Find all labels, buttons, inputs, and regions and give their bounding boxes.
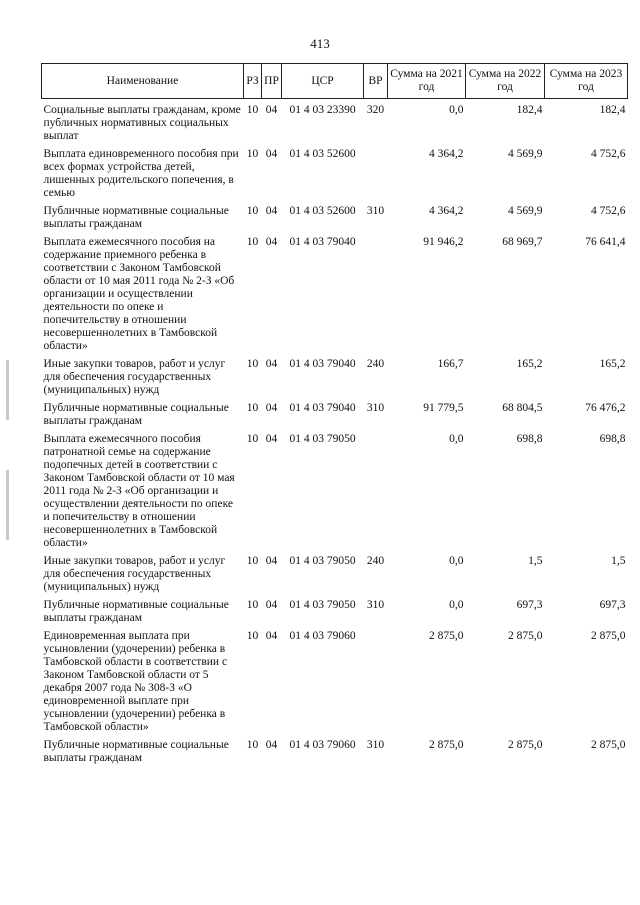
cell-sum-2022: 1,5 (528, 555, 543, 567)
table-row (42, 555, 628, 594)
cell-vr (364, 148, 388, 200)
cell-sum-2021: 2 875,0 (429, 739, 464, 751)
cell-csr: 01 4 03 79050 (289, 433, 356, 445)
cell-sum-2022: 4 569,9 (508, 205, 543, 217)
cell-vr (364, 433, 388, 550)
cell-sum-2023: 2 875,0 (591, 739, 626, 751)
cell-sum-2023: 2 875,0 (591, 630, 626, 642)
cell-sum-2021: 2 875,0 (429, 630, 464, 642)
cell-rz: 10 (246, 236, 259, 248)
cell-sum-2022: 698,8 (516, 433, 543, 445)
cell-sum-2022: 68 969,7 (502, 236, 543, 248)
header-sum-2021: Сумма на 2021 год (388, 64, 466, 99)
cell-rz: 10 (246, 630, 259, 642)
cell-sum-2022: 4 569,9 (508, 148, 543, 160)
table-row (42, 205, 628, 231)
cell-name: Выплата единовременного пособия при всех формах устройства детей, лишенных родительского попечения, в семью (43, 148, 239, 199)
cell-rz: 10 (246, 599, 259, 611)
cell-name: Публичные нормативные социальные выплаты гражданам (43, 402, 229, 427)
cell-name: Единовременная выплата при усыновлении (удочерении) ребенка в Тамбовской области в соответствии с Законом Тамбовской области от 5 декабря 2007 года № 308-З «О единовременной выплате при усыновлении (удочерении) ребенка в Тамбовской области» (43, 630, 228, 733)
cell-rz: 10 (246, 148, 259, 160)
cell-name: Публичные нормативные социальные выплаты гражданам (43, 599, 229, 624)
cell-sum-2022: 2 875,0 (508, 630, 543, 642)
cell-pr: 04 (265, 599, 278, 611)
cell-pr: 04 (265, 236, 278, 248)
cell-pr: 04 (265, 555, 278, 567)
cell-vr: 310 (366, 599, 385, 611)
row-spacer (42, 765, 628, 770)
cell-csr: 01 4 03 79040 (289, 358, 356, 370)
cell-vr: 310 (366, 739, 385, 751)
table-header-row (42, 64, 628, 99)
cell-csr: 01 4 03 79060 (289, 739, 356, 751)
table-row (42, 630, 628, 734)
cell-sum-2021: 91 779,5 (423, 402, 464, 414)
cell-csr: 01 4 03 52600 (289, 205, 356, 217)
cell-vr: 320 (366, 104, 385, 116)
scan-edge-mark (6, 470, 9, 540)
cell-sum-2023: 698,8 (599, 433, 626, 445)
cell-pr: 04 (265, 739, 278, 751)
cell-sum-2022: 697,3 (516, 599, 543, 611)
cell-sum-2023: 76 641,4 (585, 236, 626, 248)
cell-name: Публичные нормативные социальные выплаты гражданам (43, 739, 229, 764)
cell-sum-2021: 0,0 (449, 555, 464, 567)
cell-csr: 01 4 03 79050 (289, 599, 356, 611)
table-row (42, 148, 628, 200)
cell-sum-2021: 0,0 (449, 104, 464, 116)
cell-csr: 01 4 03 79040 (289, 236, 356, 248)
table-row (42, 358, 628, 397)
header-vr: ВР (364, 64, 388, 99)
cell-sum-2023: 4 752,6 (591, 148, 626, 160)
cell-pr: 04 (265, 402, 278, 414)
cell-sum-2023: 1,5 (611, 555, 626, 567)
cell-name: Публичные нормативные социальные выплаты гражданам (43, 205, 229, 230)
page-number: 413 (310, 36, 330, 51)
cell-csr: 01 4 03 23390 (289, 104, 356, 116)
cell-name: Выплата ежемесячного пособия на содержание приемного ребенка в соответствии с Законом Тамбовской области от 10 мая 2011 года № 2-З «Об организации и осуществлении деятельности по опеке и попечительству в отношении несовершеннолетних в Тамбовской области» (43, 236, 235, 352)
cell-sum-2023: 76 476,2 (585, 402, 626, 414)
cell-name: Социальные выплаты гражданам, кроме публичных нормативных социальных выплат (43, 104, 241, 142)
table-row (42, 402, 628, 428)
cell-vr (364, 630, 388, 734)
cell-pr: 04 (265, 630, 278, 642)
cell-sum-2023: 697,3 (599, 599, 626, 611)
table-row (42, 739, 628, 765)
cell-sum-2022: 165,2 (516, 358, 543, 370)
cell-name: Иные закупки товаров, работ и услуг для обеспечения государственных (муниципальных) нужд (43, 358, 226, 396)
spacer-cell (42, 765, 628, 770)
cell-csr: 01 4 03 79050 (289, 555, 356, 567)
cell-sum-2021: 166,7 (437, 358, 464, 370)
cell-sum-2022: 182,4 (516, 104, 543, 116)
cell-sum-2021: 4 364,2 (429, 205, 464, 217)
cell-name: Выплата ежемесячного пособия патронатной семье на содержание подопечных детей в соответствии с Законом Тамбовской области от 10 мая 2011 года № 2-З «Об организации и осуществлении деятельности по опеке и попечительству в отношении несовершеннолетних в Тамбовской области» (43, 433, 235, 549)
cell-vr: 310 (366, 402, 385, 414)
table-row (42, 104, 628, 143)
cell-sum-2022: 2 875,0 (508, 739, 543, 751)
cell-sum-2023: 4 752,6 (591, 205, 626, 217)
cell-pr: 04 (265, 358, 278, 370)
cell-rz: 10 (246, 433, 259, 445)
header-rz: РЗ (244, 64, 262, 99)
cell-sum-2021: 0,0 (449, 433, 464, 445)
scan-edge-mark (6, 360, 9, 420)
header-sum-2022: Сумма на 2022 год (466, 64, 545, 99)
cell-vr: 240 (366, 555, 385, 567)
cell-rz: 10 (246, 555, 259, 567)
cell-sum-2023: 165,2 (599, 358, 626, 370)
cell-sum-2023: 182,4 (599, 104, 626, 116)
cell-csr: 01 4 03 79060 (289, 630, 356, 642)
cell-rz: 10 (246, 205, 259, 217)
table-row (42, 433, 628, 550)
header-pr: ПР (262, 64, 282, 99)
header-sum-2023: Сумма на 2023 год (545, 64, 628, 99)
cell-csr: 01 4 03 79040 (289, 402, 356, 414)
table-row (42, 236, 628, 353)
cell-pr: 04 (265, 148, 278, 160)
cell-pr: 04 (265, 104, 278, 116)
cell-rz: 10 (246, 358, 259, 370)
cell-vr: 310 (366, 205, 385, 217)
table-body (42, 99, 628, 771)
header-name: Наименование (42, 64, 244, 99)
cell-pr: 04 (265, 433, 278, 445)
cell-sum-2021: 91 946,2 (423, 236, 464, 248)
cell-sum-2021: 4 364,2 (429, 148, 464, 160)
cell-vr (364, 236, 388, 353)
cell-rz: 10 (246, 739, 259, 751)
cell-vr: 240 (366, 358, 385, 370)
budget-table (41, 63, 628, 770)
cell-pr: 04 (265, 205, 278, 217)
cell-csr: 01 4 03 52600 (289, 148, 356, 160)
header-csr: ЦСР (282, 64, 364, 99)
cell-sum-2022: 68 804,5 (502, 402, 543, 414)
cell-rz: 10 (246, 104, 259, 116)
cell-name: Иные закупки товаров, работ и услуг для обеспечения государственных (муниципальных) нужд (43, 555, 226, 593)
table-row (42, 599, 628, 625)
cell-sum-2021: 0,0 (449, 599, 464, 611)
cell-rz: 10 (246, 402, 259, 414)
